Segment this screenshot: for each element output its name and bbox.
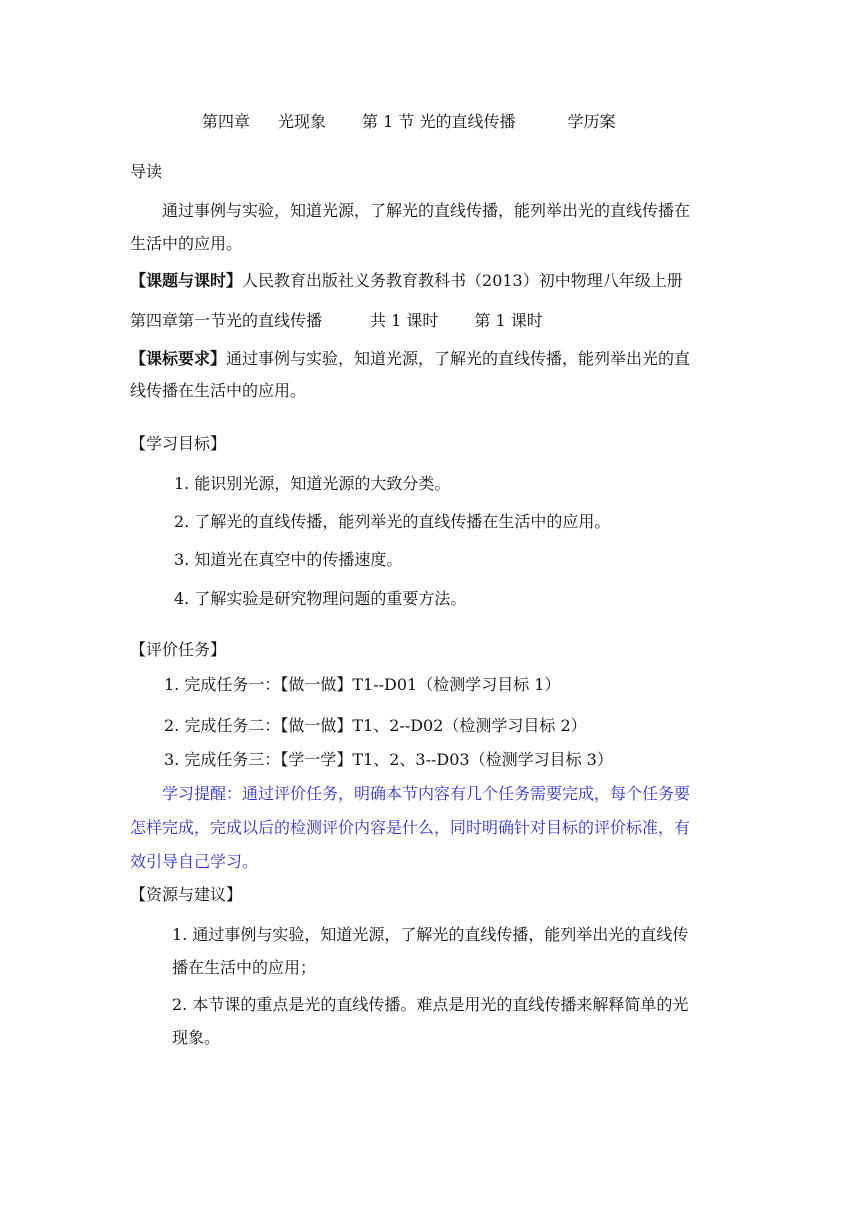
lesson-total: 共 1 课时 [370, 311, 439, 330]
guide-heading: 导读 [130, 162, 163, 181]
evaluation-heading: 【评价任务】 [130, 640, 227, 659]
objective-item: 3. 知道光在真空中的传播速度。 [174, 550, 403, 569]
title-section: 第 1 节 光的直线传播 [362, 112, 516, 131]
standard-text-line2: 线传播在生活中的应用。 [130, 381, 307, 400]
title-kind: 学历案 [567, 112, 616, 131]
title-topic: 光现象 [278, 112, 327, 131]
lesson-line1 [130, 271, 683, 291]
objective-item: 1. 能识别光源，知道光源的大致分类。 [174, 474, 451, 493]
resource-item2-line1: 2. 本节课的重点是光的直线传播。难点是用光的直线传播来解释简单的光 [172, 995, 689, 1014]
resource-item2-line2: 现象。 [172, 1028, 221, 1047]
lesson-current: 第 1 课时 [474, 311, 543, 330]
standard-text: 通过事例与实验，知道光源，了解光的直线传播，能列举出光的直 [226, 349, 691, 368]
resource-item1-line2: 播在生活中的应用； [172, 958, 317, 977]
guide-text-line2: 生活中的应用。 [130, 234, 243, 253]
page-title [202, 112, 616, 132]
study-tip-line3: 效引导自己学习。 [130, 852, 259, 871]
resource-item1-line1: 1. 通过事例与实验，知道光源，了解光的直线传播，能列举出光的直线传 [172, 925, 689, 944]
evaluation-item: 3. 完成任务三：【学一学】T1、2、3--D03（检测学习目标 3） [164, 750, 613, 769]
standard-line1 [130, 349, 690, 369]
guide-text-line1: 通过事例与实验，知道光源，了解光的直线传播，能列举出光的直线传播在 [162, 201, 691, 220]
objectives-heading: 【学习目标】 [130, 434, 227, 453]
objective-item: 4. 了解实验是研究物理问题的重要方法。 [174, 589, 467, 608]
study-tip-line1: 学习提醒：通过评价任务，明确本节内容有几个任务需要完成，每个任务要 [162, 784, 691, 803]
lesson-text: 人民教育出版社义务教育教科书（2013）初中物理八年级上册 [242, 271, 683, 290]
lesson-label: 【课题与课时】 [130, 271, 243, 290]
study-tip-line2: 怎样完成，完成以后的检测评价内容是什么，同时明确针对目标的评价标准，有 [130, 818, 691, 837]
standard-label: 【课标要求】 [130, 349, 227, 368]
evaluation-item: 1. 完成任务一：【做一做】T1--D01（检测学习目标 1） [164, 675, 561, 694]
lesson-chapter-section: 第四章第一节光的直线传播 [130, 311, 323, 330]
evaluation-item: 2. 完成任务二：【做一做】T1、2--D02（检测学习目标 2） [164, 716, 587, 735]
resources-heading: 【资源与建议】 [130, 885, 243, 904]
objective-item: 2. 了解光的直线传播，能列举光的直线传播在生活中的应用。 [174, 512, 611, 531]
title-chapter: 第四章 [202, 112, 251, 131]
lesson-line2 [130, 311, 543, 331]
